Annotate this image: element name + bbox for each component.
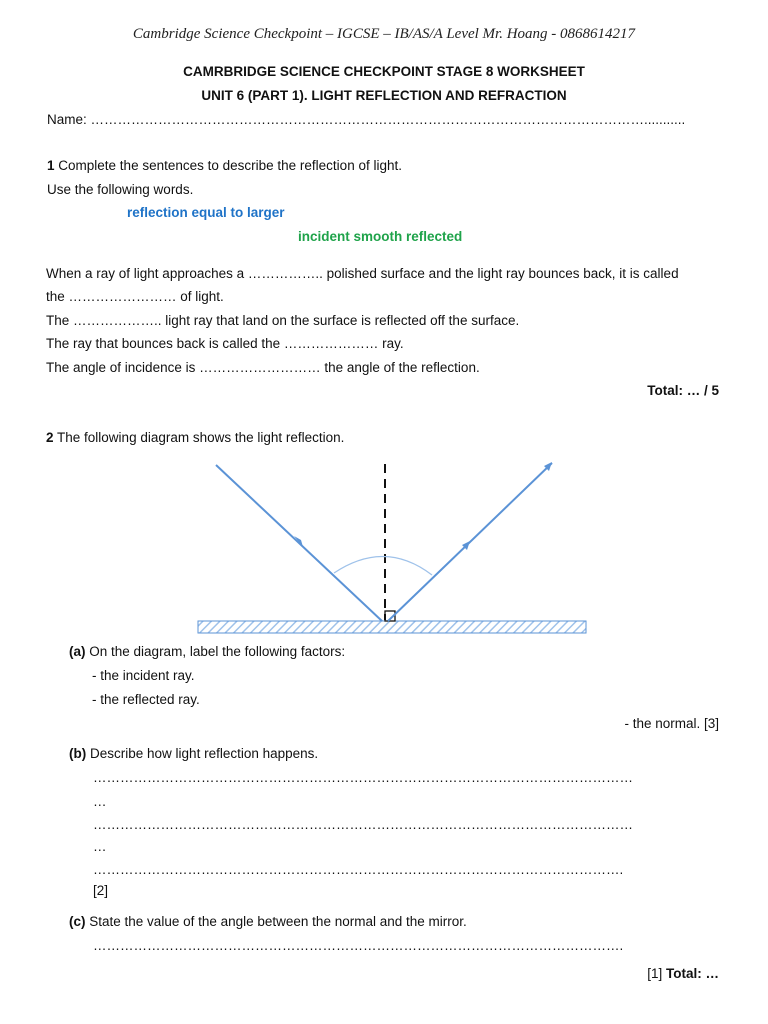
name-field: Name: ……………………………………………………………………………………………………………...........	[47, 112, 686, 127]
q1-sentence-1b: the …………………… of light.	[46, 289, 224, 304]
q1-prompt-text: Complete the sentences to describe the reflection of light.	[58, 158, 402, 173]
mirror	[198, 621, 586, 633]
q2b-answer-line-1: …………………………………………………………………………………………………………	[93, 770, 633, 785]
q2b-answer-line-1-cont: …	[93, 794, 107, 809]
q1-sentence-4: The angle of incidence is ……………………… the angle of the reflection.	[46, 360, 480, 375]
q2a-item-incident: - the incident ray.	[92, 668, 195, 683]
q2-prompt-text: The following diagram shows the light reflection.	[57, 430, 345, 445]
q2c-marks-total	[647, 966, 719, 981]
q2a-item-reflected: - the reflected ray.	[92, 692, 200, 707]
q1-sentence-2: The ……………….. light ray that land on the surface is reflected off the surface.	[46, 313, 520, 328]
worksheet-title: CAMRBRIDGE SCIENCE CHECKPOINT STAGE 8 WORKSHEET	[183, 64, 585, 79]
q2a-prompt	[69, 644, 345, 659]
unit-title: UNIT 6 (PART 1). LIGHT REFLECTION AND REFRACTION	[201, 88, 567, 103]
q1-sentence-1a: When a ray of light approaches a …………….. polished surface and the light ray bounces back, it is called	[46, 266, 679, 281]
q2a-item-normal: - the normal. [3]	[624, 716, 719, 731]
q2b-text: Describe how light reflection happens.	[90, 746, 319, 761]
q2c-text: State the value of the angle between the normal and the mirror.	[89, 914, 467, 929]
page-header: Cambridge Science Checkpoint – IGCSE – IB/AS/A Level Mr. Hoang - 0868614217	[132, 26, 636, 42]
word-bank-2: incident smooth reflected	[298, 229, 463, 244]
reflected-ray	[388, 463, 552, 621]
q1-sentence-3: The ray that bounces back is called the ………………… ray.	[46, 336, 404, 351]
q2c-label: (c)	[69, 914, 86, 929]
q2c-answer-line: ……………………………………………………………………………………………………….	[93, 938, 624, 953]
angle-arc	[334, 556, 432, 575]
q1-number: 1	[47, 158, 55, 173]
word-bank-1: reflection equal to larger	[127, 205, 285, 220]
q2c-marks: [1]	[647, 966, 663, 981]
q2b-prompt	[69, 746, 318, 761]
q2b-marks: [2]	[93, 883, 109, 898]
q2-total: Total: …	[666, 966, 719, 981]
incident-ray	[216, 465, 382, 621]
q2b-answer-line-3: ……………………………………………………………………………………………………….	[93, 862, 624, 877]
q2c-prompt	[69, 914, 467, 929]
q2a-text: On the diagram, label the following factors:	[89, 644, 346, 659]
incident-ray-arrow	[294, 536, 303, 547]
q2-number: 2	[46, 430, 54, 445]
q1-total: Total: … / 5	[647, 383, 719, 398]
q2a-label: (a)	[69, 644, 86, 659]
q2b-answer-line-2-cont: …	[93, 839, 107, 854]
q1-instruction: Use the following words.	[47, 182, 194, 197]
q2b-answer-line-2: …………………………………………………………………………………………………………	[93, 817, 633, 832]
q2b-label: (b)	[69, 746, 87, 761]
